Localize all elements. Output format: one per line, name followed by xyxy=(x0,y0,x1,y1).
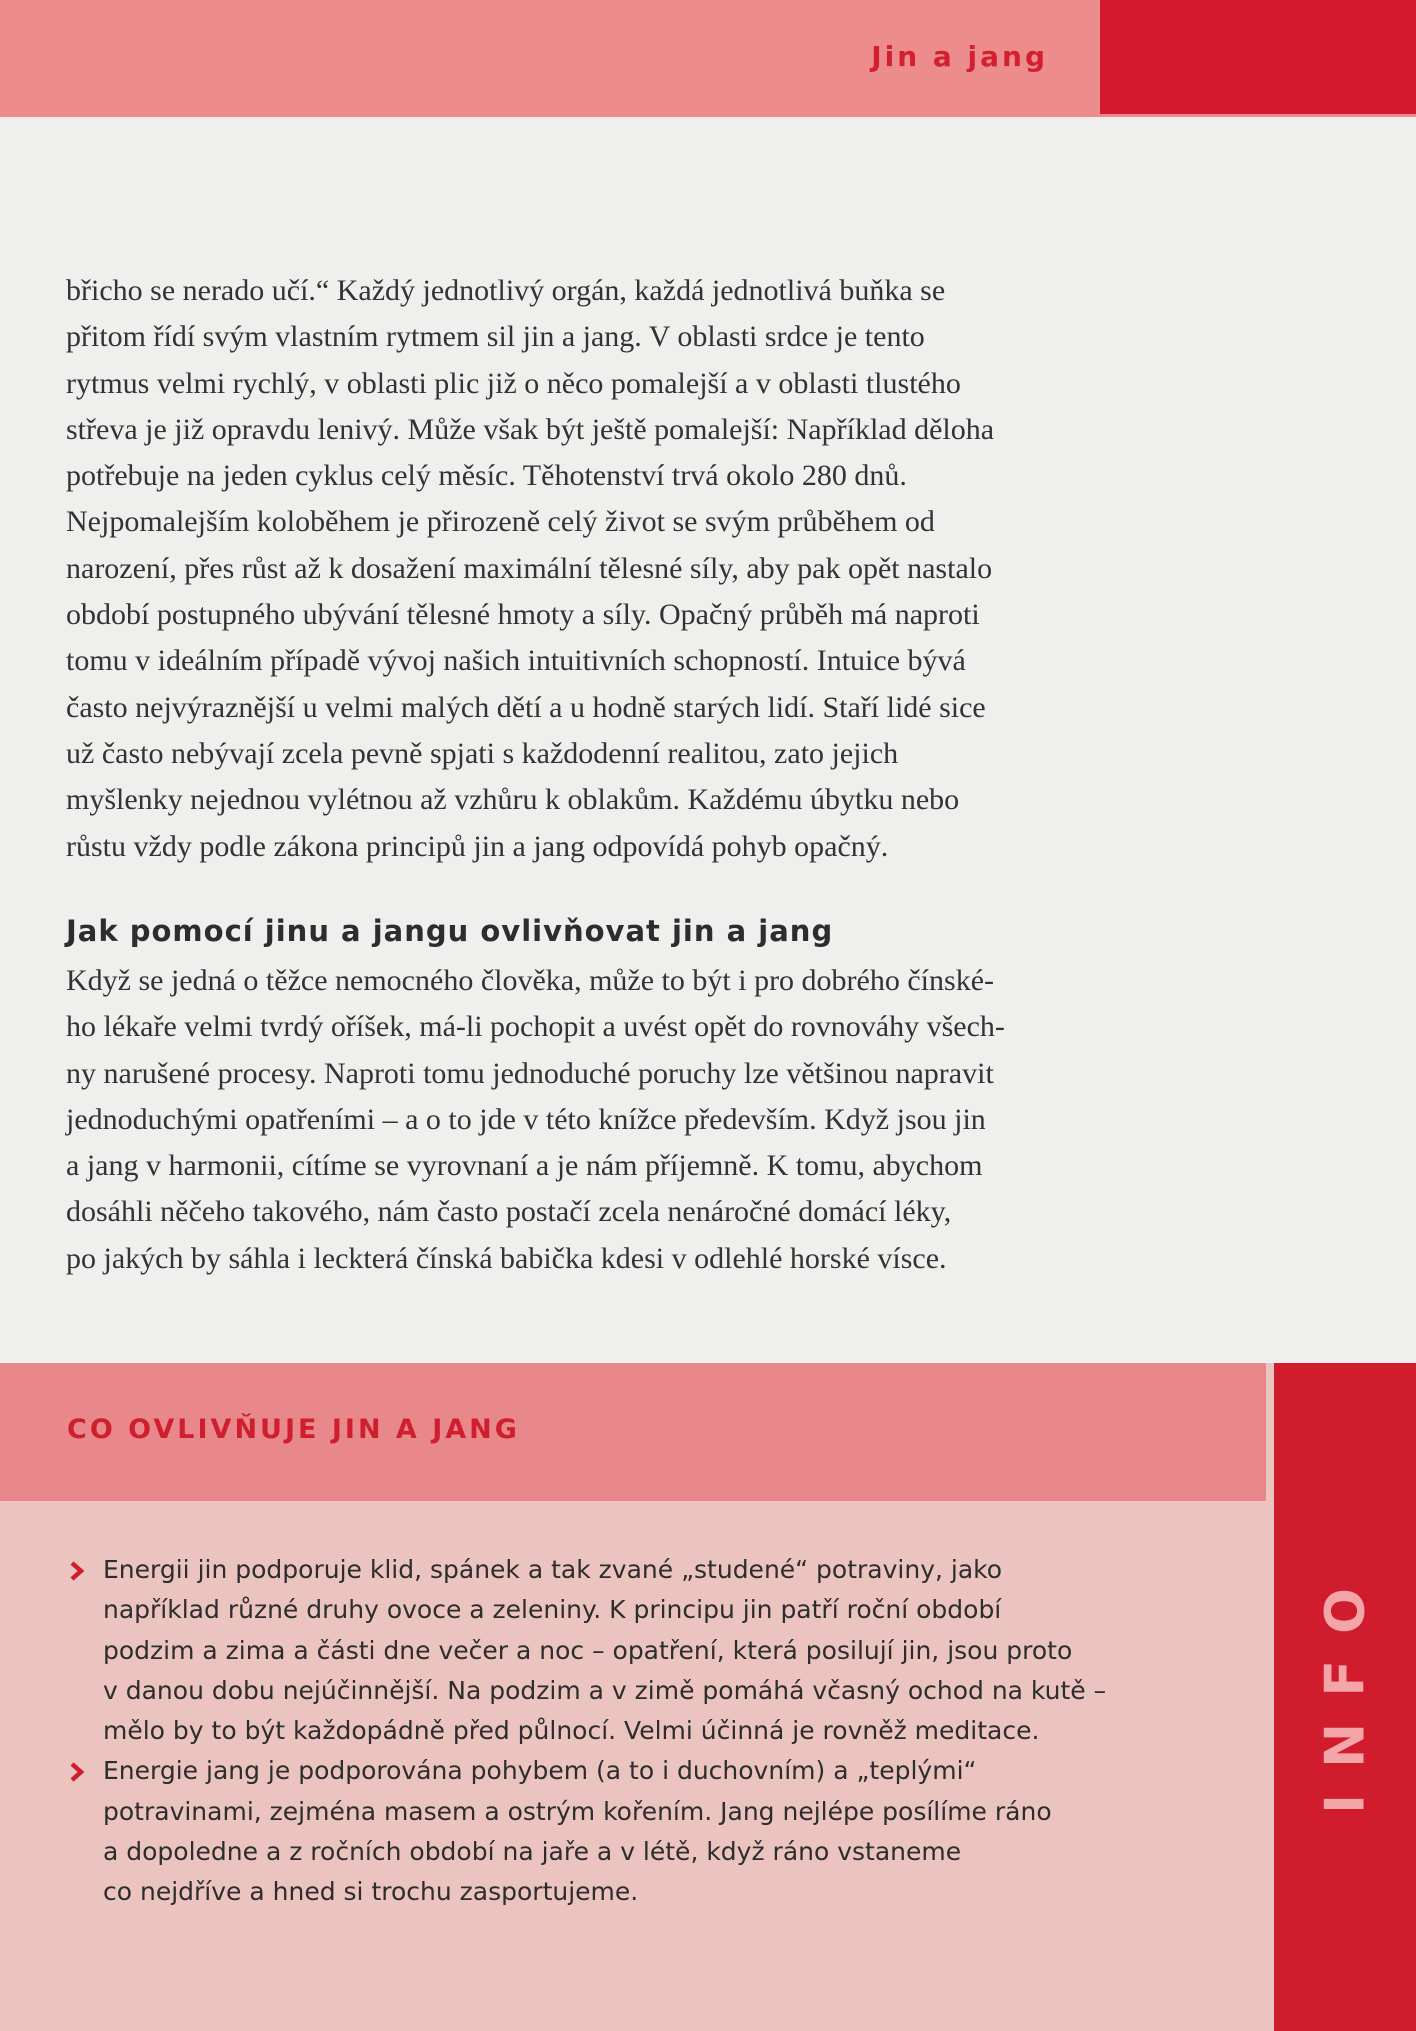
header-tab xyxy=(1100,0,1416,114)
body-paragraph: břicho se nerado učí.“ Každý jednotlivý orgán, každá jednotlivá buňka se přitom řídí svým vlastním rytmem sil jin a jang. V oblasti srdce je tento rytmus velmi rychlý, v oblasti plic již o něco pomalejší a v oblasti tlustého střeva je již opravdu lenivý. Může však být ještě pomalejší: Například děloha potřebuje na jeden cyklus celý měsíc. Těhotenství trvá okolo 280 dnů. Nejpomalejším koloběhem je přirozeně celý život se svým průběhem od narození, přes růst až k dosažení maximální tělesné síly, aby pak opět nastalo období postupného ubývání tělesné hmoty a síly. Opačný průběh má naproti tomu v ideálním případě vývoj našich intuitivních schopností. Intuice bývá často nejvýraznější u velmi malých dětí a u hodně starých lidí. Staří lidé sice už často nebývají zcela pevně spjati s každodenní realitou, zato jejich myšlenky nejednou vylétnou až vzhůru k oblakům. Každému úbytku nebo růstu vždy podle zákona principů jin a jang odpovídá pohyb opačný. xyxy=(66,274,995,863)
section-heading: Jak pomocí jinu a jangu ovlivňovat jin a jang xyxy=(66,914,834,948)
list-item-text: Energie jang je podporována pohybem (a to i duchovním) a „teplými“ potravinami, zejména masem a ostrým kořením. Jang nejlépe posílíme ráno a dopoledne a z ročních období na jaře a v létě, když ráno vstaneme co nejdříve a hned si trochu zasportujeme. xyxy=(103,1756,1052,1907)
chevron-right-icon xyxy=(66,1560,88,1582)
chevron-right-icon xyxy=(66,1761,88,1783)
body-paragraph: Když se jedná o těžce nemocného člověka, může to být i pro dobrého čínské- ho lékaře velmi tvrdý oříšek, má-li pochopit a uvést opět do rovnováhy všech- ny narušené procesy. Naproti tomu jednoduché poruchy lze většinou napravit jednoduchými opatřeními – a o to jde v této knížce především. Když jsou jin a jang v harmonii, cítíme se vyrovnaní a je nám příjemně. K tomu, abychom dosáhli něčeho takového, nám často postačí zcela nenáročné domácí léky, po jakých by sáhla i leckterá čínská babička kdesi v odlehlé horské vísce. xyxy=(66,964,1005,1275)
info-tab xyxy=(1274,1363,1416,2031)
info-tab-label: INFO xyxy=(1313,1561,1377,1815)
info-bullet-list xyxy=(66,1550,1231,1913)
info-heading: CO OVLIVŇUJE JIN A JANG xyxy=(67,1414,520,1445)
list-item-text: Energii jin podporuje klid, spánek a tak zvané „studené“ potraviny, jako například různé druhy ovoce a zeleniny. K principu jin patří roční období podzim a zima a části dne večer a noc – opatření, která posilují jin, jsou proto v danou dobu nejúčinnější. Na podzim a v zimě pomáhá včasný ochod na kutě – mělo by to být každopádně před půlnocí. Velmi účinná je rovněž meditace. xyxy=(103,1555,1107,1746)
list-item xyxy=(66,1550,1231,1751)
list-item xyxy=(66,1751,1231,1912)
page-title: Jin a jang xyxy=(871,40,1048,73)
